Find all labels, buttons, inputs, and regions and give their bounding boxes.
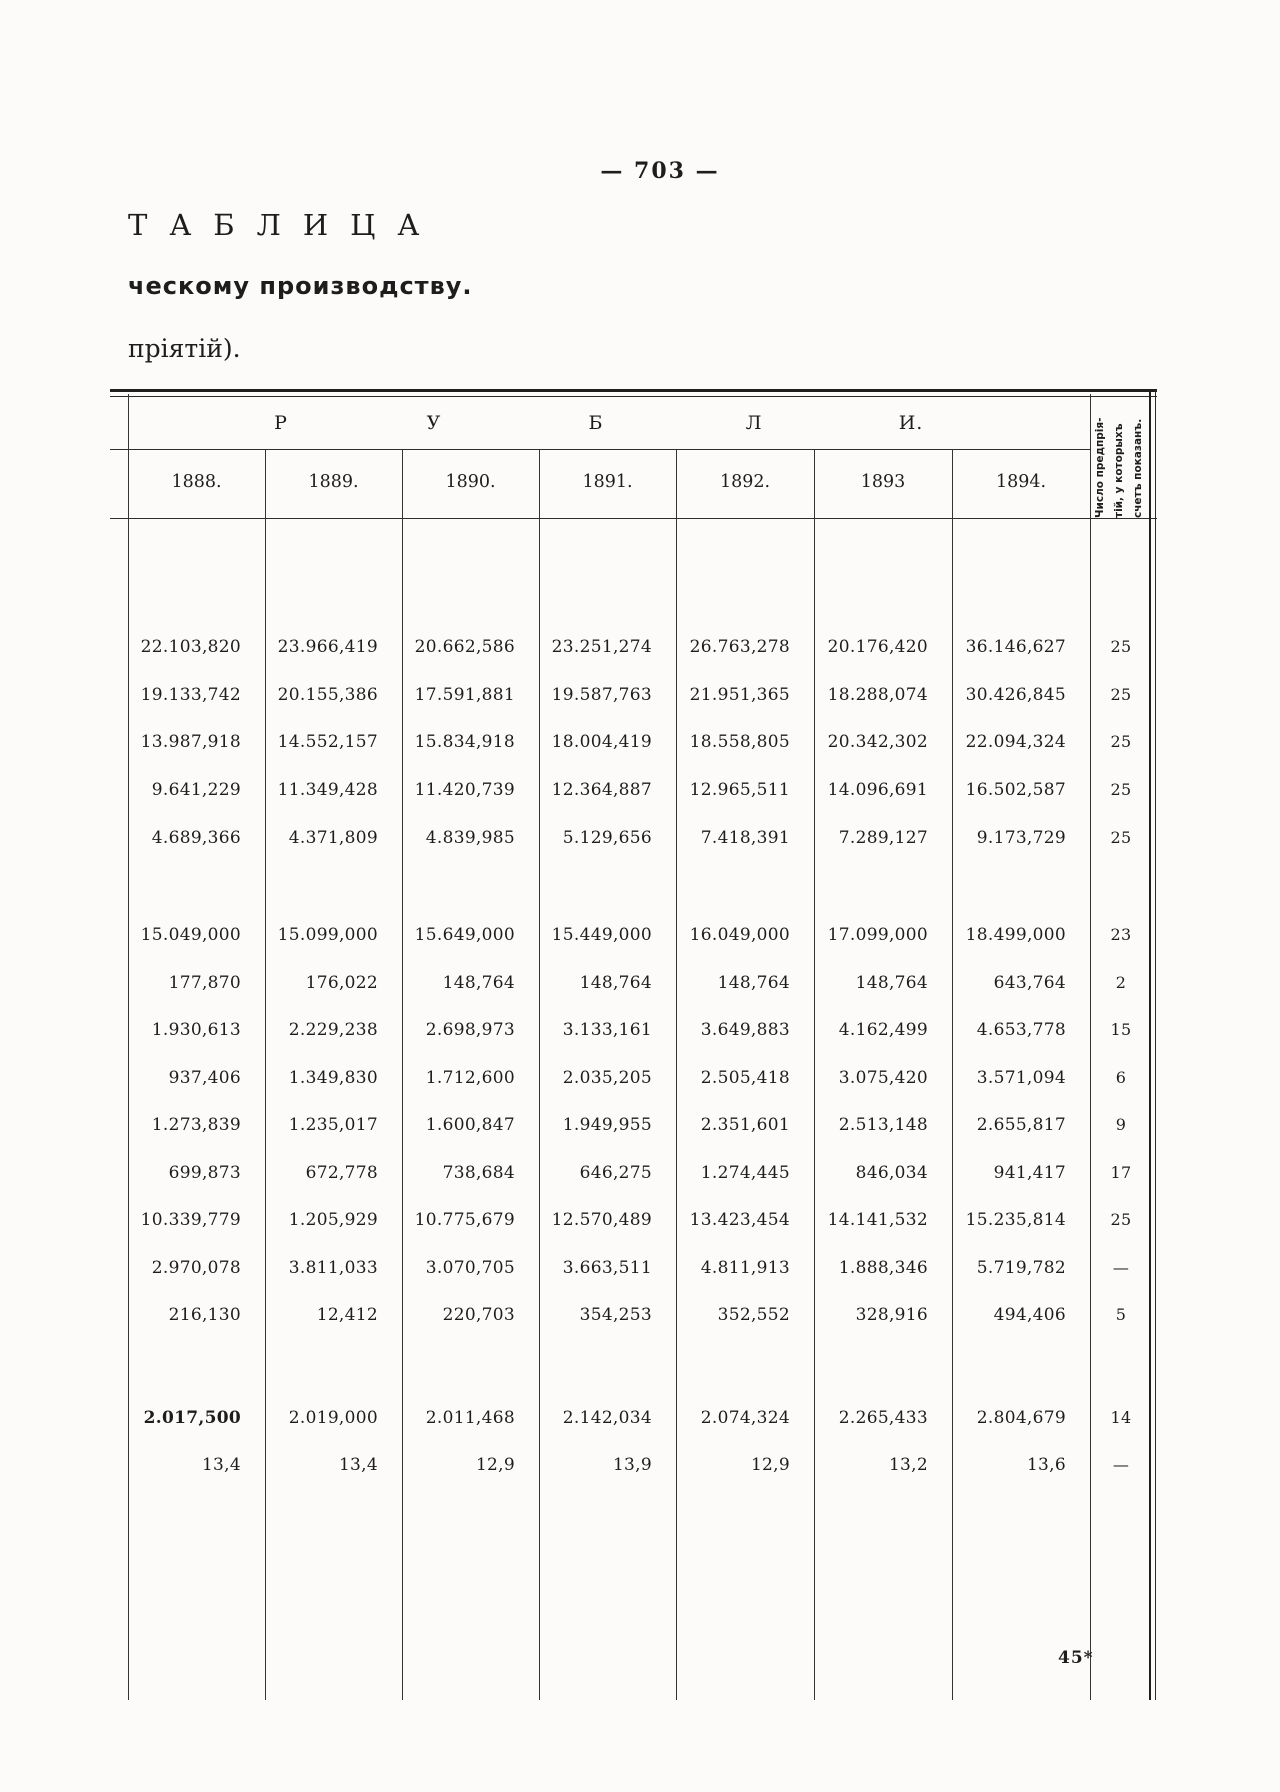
table-cell-count: 17 [1110, 1163, 1132, 1182]
table-cell: 1.600,847 [425, 1115, 515, 1135]
table-cell: 176,022 [305, 973, 378, 993]
table-cell: 5.719,782 [976, 1258, 1066, 1278]
table-cell: 941,417 [993, 1163, 1066, 1183]
table-row [128, 1207, 1152, 1233]
table-cell-count: 25 [1110, 828, 1132, 847]
table-cell: 4.839,985 [425, 828, 515, 848]
table-row [128, 1255, 1152, 1281]
table-cell: 3.075,420 [838, 1068, 928, 1088]
table-cell: 12,9 [475, 1455, 515, 1475]
table-cell: 148,764 [579, 973, 652, 993]
table-cell: 3.070,705 [425, 1258, 515, 1278]
year-column-header: 1894. [995, 472, 1047, 492]
table-cell: 18.499,000 [965, 925, 1066, 945]
table-cell: 7.289,127 [838, 828, 928, 848]
table-row [128, 1405, 1152, 1431]
table-cell: 17.099,000 [827, 925, 928, 945]
year-column-header: 1892. [719, 472, 771, 492]
table-cell: 2.698,973 [425, 1020, 515, 1040]
table-cell: 3.663,511 [562, 1258, 652, 1278]
table-subtitle: ческому производству. [128, 272, 473, 300]
continuation-text: пріятій). [128, 334, 241, 363]
table-cell: 216,130 [168, 1305, 241, 1325]
table-cell: 13.423,454 [689, 1210, 790, 1230]
table-cell: 17.591,881 [414, 685, 515, 705]
table-cell: 15.649,000 [414, 925, 515, 945]
table-cell: 13,4 [201, 1455, 241, 1475]
table-cell: 2.019,000 [288, 1408, 378, 1428]
table-cell: 15.049,000 [140, 925, 241, 945]
table-cell: 16.502,587 [965, 780, 1066, 800]
table-cell-count: 25 [1110, 1210, 1132, 1229]
currency-header-letter: Р [274, 412, 288, 434]
table-cell: 699,873 [168, 1163, 241, 1183]
table-cell: 3.133,161 [562, 1020, 652, 1040]
table-cell: 22.103,820 [140, 637, 241, 657]
table-row [128, 1017, 1152, 1043]
table-cell: 148,764 [442, 973, 515, 993]
table-cell: 13,4 [338, 1455, 378, 1475]
table-row [128, 922, 1152, 948]
table-cell-count: 15 [1110, 1020, 1132, 1039]
table-cell: 13.987,918 [140, 732, 241, 752]
table-row [128, 825, 1152, 851]
table-cell: 23.966,419 [277, 637, 378, 657]
table-cell: 846,034 [855, 1163, 928, 1183]
table-cell: 12,9 [750, 1455, 790, 1475]
table-cell: 1.273,839 [151, 1115, 241, 1135]
table-cell: 12.570,489 [551, 1210, 652, 1230]
table-cell: 13,6 [1026, 1455, 1066, 1475]
table-cell: 12,412 [316, 1305, 378, 1325]
table-cell: 12.965,511 [689, 780, 790, 800]
table-cell-count: 14 [1110, 1408, 1132, 1427]
table-cell-count: 2 [1115, 973, 1127, 992]
table-cell: 2.142,034 [562, 1408, 652, 1428]
table-cell: 20.155,386 [277, 685, 378, 705]
table-cell: 7.418,391 [700, 828, 790, 848]
table-cell: 2.035,205 [562, 1068, 652, 1088]
year-column-header: 1893 [860, 472, 906, 492]
table-cell: 9.641,229 [151, 780, 241, 800]
year-column-header: 1891. [582, 472, 633, 492]
table-cell: 177,870 [168, 973, 241, 993]
table-cell: 4.162,499 [838, 1020, 928, 1040]
table-cell: 2.351,601 [700, 1115, 790, 1135]
table-cell: 2.804,679 [976, 1408, 1066, 1428]
table-cell: 19.133,742 [140, 685, 241, 705]
table-row [128, 1065, 1152, 1091]
table-cell-count: — [1112, 1455, 1130, 1474]
table-cell: 494,406 [993, 1305, 1066, 1325]
currency-header-letter: У [426, 412, 442, 434]
table-cell: 36.146,627 [965, 637, 1066, 657]
table-cell: 1.712,600 [425, 1068, 515, 1088]
table-cell: 646,275 [579, 1163, 652, 1183]
table-cell: 148,764 [717, 973, 790, 993]
table-cell: 2.017,500 [143, 1408, 241, 1428]
table-cell: 10.775,679 [414, 1210, 515, 1230]
table-cell: 4.689,366 [151, 828, 241, 848]
table-cell: 1.274,445 [700, 1163, 790, 1183]
table-row [128, 777, 1152, 803]
table-cell: 19.587,763 [551, 685, 652, 705]
table-cell: 10.339,779 [140, 1210, 241, 1230]
table-cell: 643,764 [993, 973, 1066, 993]
table-cell: 1.205,929 [288, 1210, 378, 1230]
table-cell: 20.662,586 [414, 637, 515, 657]
table-cell: 16.049,000 [689, 925, 790, 945]
currency-header-letter: Л [745, 412, 763, 434]
table-row [128, 634, 1152, 660]
count-header-line: Число предпрія- [1094, 417, 1106, 518]
table-cell: 328,916 [855, 1305, 928, 1325]
table-cell: 2.229,238 [288, 1020, 378, 1040]
table-cell: 2.970,078 [151, 1258, 241, 1278]
table-cell: 1.235,017 [288, 1115, 378, 1135]
table-cell: 13,9 [612, 1455, 652, 1475]
count-header-line: счетъ показанъ. [1131, 418, 1144, 518]
table-cell: 4.371,809 [288, 828, 378, 848]
table-cell: 4.811,913 [700, 1258, 790, 1278]
page-number: — 703 — [600, 158, 720, 184]
year-column-header: 1888. [171, 472, 222, 492]
table-cell: 672,778 [305, 1163, 378, 1183]
table-cell: 4.653,778 [976, 1020, 1066, 1040]
table-cell: 354,253 [579, 1305, 652, 1325]
table-cell: 738,684 [442, 1163, 515, 1183]
table-cell-count: 9 [1115, 1115, 1127, 1134]
table-row [128, 1160, 1152, 1186]
signature-mark: 45* [1058, 1648, 1094, 1668]
table-cell: 1.949,955 [562, 1115, 652, 1135]
table-cell: 20.342,302 [827, 732, 928, 752]
table-cell: 220,703 [442, 1305, 515, 1325]
table-cell: 2.265,433 [838, 1408, 928, 1428]
table-cell-count: — [1112, 1258, 1130, 1277]
table-cell: 148,764 [855, 973, 928, 993]
table-cell: 15.449,000 [551, 925, 652, 945]
table-row [128, 1452, 1152, 1478]
table-cell: 352,552 [717, 1305, 790, 1325]
table-cell: 15.235,814 [965, 1210, 1066, 1230]
table-row [128, 1302, 1152, 1328]
currency-header-letter: И. [898, 412, 924, 434]
table-cell: 15.834,918 [414, 732, 515, 752]
table-cell: 2.505,418 [700, 1068, 790, 1088]
table-cell-count: 25 [1110, 637, 1132, 656]
table-row [128, 970, 1152, 996]
table-cell: 12.364,887 [551, 780, 652, 800]
table-cell: 1.888,346 [838, 1258, 928, 1278]
page-title: ТАБЛИЦА [128, 208, 442, 242]
table-cell: 11.349,428 [277, 780, 378, 800]
table-cell: 11.420,739 [414, 780, 515, 800]
table-cell-count: 25 [1110, 780, 1132, 799]
count-header-line: тій, у которыхъ [1112, 423, 1125, 518]
table-cell: 26.763,278 [689, 637, 790, 657]
table-cell: 21.951,365 [689, 685, 790, 705]
table-cell-count: 6 [1115, 1068, 1127, 1087]
table-cell: 2.011,468 [425, 1408, 515, 1428]
table-cell: 3.811,033 [288, 1258, 378, 1278]
table-cell-count: 25 [1110, 685, 1132, 704]
table-cell: 13,2 [888, 1455, 928, 1475]
table-cell: 2.513,148 [838, 1115, 928, 1135]
table-cell: 23.251,274 [551, 637, 652, 657]
table-cell: 2.655,817 [976, 1115, 1066, 1135]
year-column-header: 1889. [308, 472, 359, 492]
table-cell: 1.930,613 [151, 1020, 241, 1040]
table-cell: 2.074,324 [700, 1408, 790, 1428]
table-cell: 3.571,094 [976, 1068, 1066, 1088]
table-cell: 1.349,830 [288, 1068, 378, 1088]
table-cell: 14.141,532 [827, 1210, 928, 1230]
currency-header-letter: Б [588, 412, 604, 434]
table-cell: 30.426,845 [965, 685, 1066, 705]
table-cell: 18.288,074 [827, 685, 928, 705]
table-cell-count: 25 [1110, 732, 1132, 751]
year-column-header: 1890. [445, 472, 496, 492]
table-cell: 3.649,883 [700, 1020, 790, 1040]
table-cell: 18.558,805 [689, 732, 790, 752]
table-cell-count: 23 [1110, 925, 1132, 944]
table-row [128, 1112, 1152, 1138]
table-cell: 9.173,729 [976, 828, 1066, 848]
table-cell: 5.129,656 [562, 828, 652, 848]
table-cell: 937,406 [168, 1068, 241, 1088]
table-row [128, 682, 1152, 708]
table-cell: 18.004,419 [551, 732, 652, 752]
table-row [128, 729, 1152, 755]
table-cell: 14.552,157 [277, 732, 378, 752]
table-cell-count: 5 [1115, 1305, 1127, 1324]
table-cell: 15.099,000 [277, 925, 378, 945]
table-cell: 14.096,691 [827, 780, 928, 800]
table-cell: 20.176,420 [827, 637, 928, 657]
table-cell: 22.094,324 [965, 732, 1066, 752]
